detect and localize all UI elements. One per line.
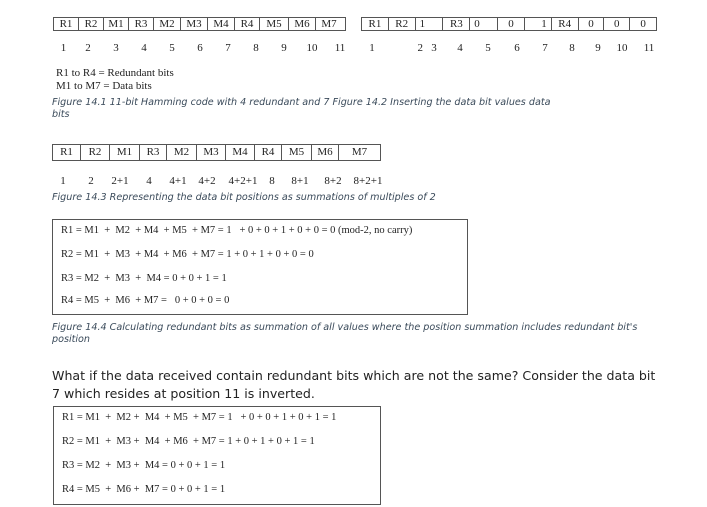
position-sum-label: 2 — [88, 175, 94, 187]
figure-14-2 — [361, 17, 663, 55]
bit-cell: 0 — [470, 18, 498, 30]
position-sum-label: 4+2+1 — [228, 175, 258, 187]
bit-cell: M1 — [104, 18, 129, 30]
question-paragraph — [52, 367, 702, 403]
equation-r3: R3 = M2 + M3 + M4 = 0 + 0 + 1 = 1 — [61, 273, 227, 284]
position-label: 5 — [169, 42, 175, 54]
position-sum-label: 1 — [60, 175, 66, 187]
paragraph-line: What if the data received contain redundant bits which are not the same? Consider the data bit — [52, 368, 656, 383]
bit-cell: R3 — [140, 145, 167, 160]
equation-r4: R4 = M5 + M6 + M7 = 0 + 0 + 1 = 1 — [62, 484, 226, 495]
bit-values-row — [361, 17, 657, 31]
caption-line: Figure 14.1 11-bit Hamming code with 4 redundant and 7 Figure 14.2 Inserting the data bit values data — [52, 97, 551, 108]
position-label: 11 — [334, 42, 346, 54]
position-sum-label: 4+1 — [169, 175, 187, 187]
position-label: 6 — [514, 42, 520, 54]
position-label: 8 — [569, 42, 575, 54]
position-sum-label: 8+2+1 — [353, 175, 383, 187]
caption-figure-14-3: Figure 14.3 Representing the data bit positions as summations of multiples of 2 — [52, 192, 436, 203]
position-label: 4 — [457, 42, 463, 54]
bit-cell: M2 — [167, 145, 197, 160]
position-sum-label: 8+1 — [291, 175, 309, 187]
bit-layout-row — [52, 144, 381, 161]
bit-cell: R2 — [389, 18, 416, 30]
caption-line: Figure 14.4 Calculating redundant bits as summation of all values where the position summation includes redundant bit's — [52, 322, 638, 333]
bit-cell: M3 — [197, 145, 226, 160]
bit-layout-row — [53, 17, 346, 31]
bit-cell: R3 — [129, 18, 154, 30]
position-label: 9 — [281, 42, 287, 54]
bit-cell: M4 — [226, 145, 255, 160]
bit-cell: 0 — [579, 18, 605, 30]
position-sum-row — [52, 174, 388, 188]
position-label: 3 — [431, 42, 437, 54]
legend-redundant: R1 to R4 = Redundant bits — [56, 67, 174, 79]
position-label: 2 — [85, 42, 91, 54]
position-sum-label: 8+2 — [324, 175, 342, 187]
equation-r2: R2 = M1 + M3 + M4 + M6 + M7 = 1 + 0 + 1 + 0 + 1 = 1 — [62, 436, 315, 447]
caption-line: bits — [52, 109, 70, 120]
redundant-bit-equations-box — [52, 219, 468, 315]
bit-cell: 0 — [640, 18, 646, 30]
position-label: 4 — [141, 42, 147, 54]
figure-14-3 — [52, 144, 388, 188]
position-label: 3 — [113, 42, 119, 54]
bit-cell: M3 — [181, 18, 208, 30]
bit-cell: M5 — [260, 18, 289, 30]
bit-cell: 1 — [416, 18, 444, 30]
bit-cell: M6 — [289, 18, 316, 30]
position-label: 7 — [225, 42, 231, 54]
equation-r2: R2 = M1 + M3 + M4 + M6 + M7 = 1 + 0 + 1 + 0 + 0 = 0 — [61, 249, 314, 260]
bit-cell: M7 — [351, 146, 368, 158]
inverted-bit-equations-box — [53, 406, 381, 505]
bit-cell: R2 — [81, 145, 110, 160]
position-row — [361, 41, 663, 55]
bit-cell: R2 — [79, 18, 104, 30]
bit-cell: R1 — [53, 145, 81, 160]
bit-cell: R1 — [362, 18, 389, 30]
bit-cell: R3 — [443, 18, 470, 30]
bit-cell: R4 — [552, 18, 579, 30]
position-sum-label: 4 — [146, 175, 152, 187]
equation-r1: R1 = M1 + M2 + M4 + M5 + M7 = 1 + 0 + 0 + 1 + 0 + 0 = 0 (mod-2, no carry) — [61, 225, 413, 236]
caption-figure-14-4 — [52, 322, 672, 346]
legend-data: M1 to M7 = Data bits — [56, 80, 152, 92]
position-label: 5 — [485, 42, 491, 54]
bit-cell: R1 — [54, 18, 79, 30]
bit-cell: R4 — [235, 18, 260, 30]
equation-r3: R3 = M2 + M3 + M4 = 0 + 0 + 1 = 1 — [62, 460, 226, 471]
position-sum-label: 8 — [269, 175, 275, 187]
bit-legend — [56, 67, 174, 93]
position-label: 10 — [616, 42, 628, 54]
caption-line: position — [52, 334, 91, 345]
figure-14-1 — [53, 17, 354, 55]
position-label: 8 — [253, 42, 259, 54]
position-sum-label: 2+1 — [111, 175, 129, 187]
position-label: 7 — [542, 42, 548, 54]
position-label: 1 — [60, 42, 67, 54]
bit-cell: M5 — [282, 145, 312, 160]
paragraph-line: 7 which resides at position 11 is inverted. — [52, 386, 315, 401]
bit-cell: 0 — [604, 18, 630, 30]
position-row — [53, 41, 354, 55]
position-label: 11 — [643, 42, 655, 54]
bit-cell: M4 — [208, 18, 235, 30]
position-label: 1 — [369, 42, 375, 54]
position-label: 10 — [306, 42, 318, 54]
position-label: 6 — [197, 42, 203, 54]
position-label: 9 — [595, 42, 601, 54]
bit-cell: M1 — [110, 145, 140, 160]
position-sum-label: 4+2 — [198, 175, 216, 187]
caption-figure-14-1-14-2 — [52, 97, 572, 121]
bit-cell: R4 — [255, 145, 282, 160]
position-label: 2 — [417, 42, 423, 54]
bit-cell: M6 — [312, 145, 339, 160]
equation-r4: R4 = M5 + M6 + M7 = 0 + 0 + 0 = 0 — [61, 295, 230, 306]
bit-cell: M7 — [321, 18, 337, 30]
bit-cell: 0 — [498, 18, 525, 30]
equation-r1: R1 = M1 + M2 + M4 + M5 + M7 = 1 + 0 + 0 + 1 + 0 + 1 = 1 — [62, 412, 337, 423]
bit-cell: M2 — [154, 18, 181, 30]
bit-cell: 1 — [525, 18, 552, 30]
